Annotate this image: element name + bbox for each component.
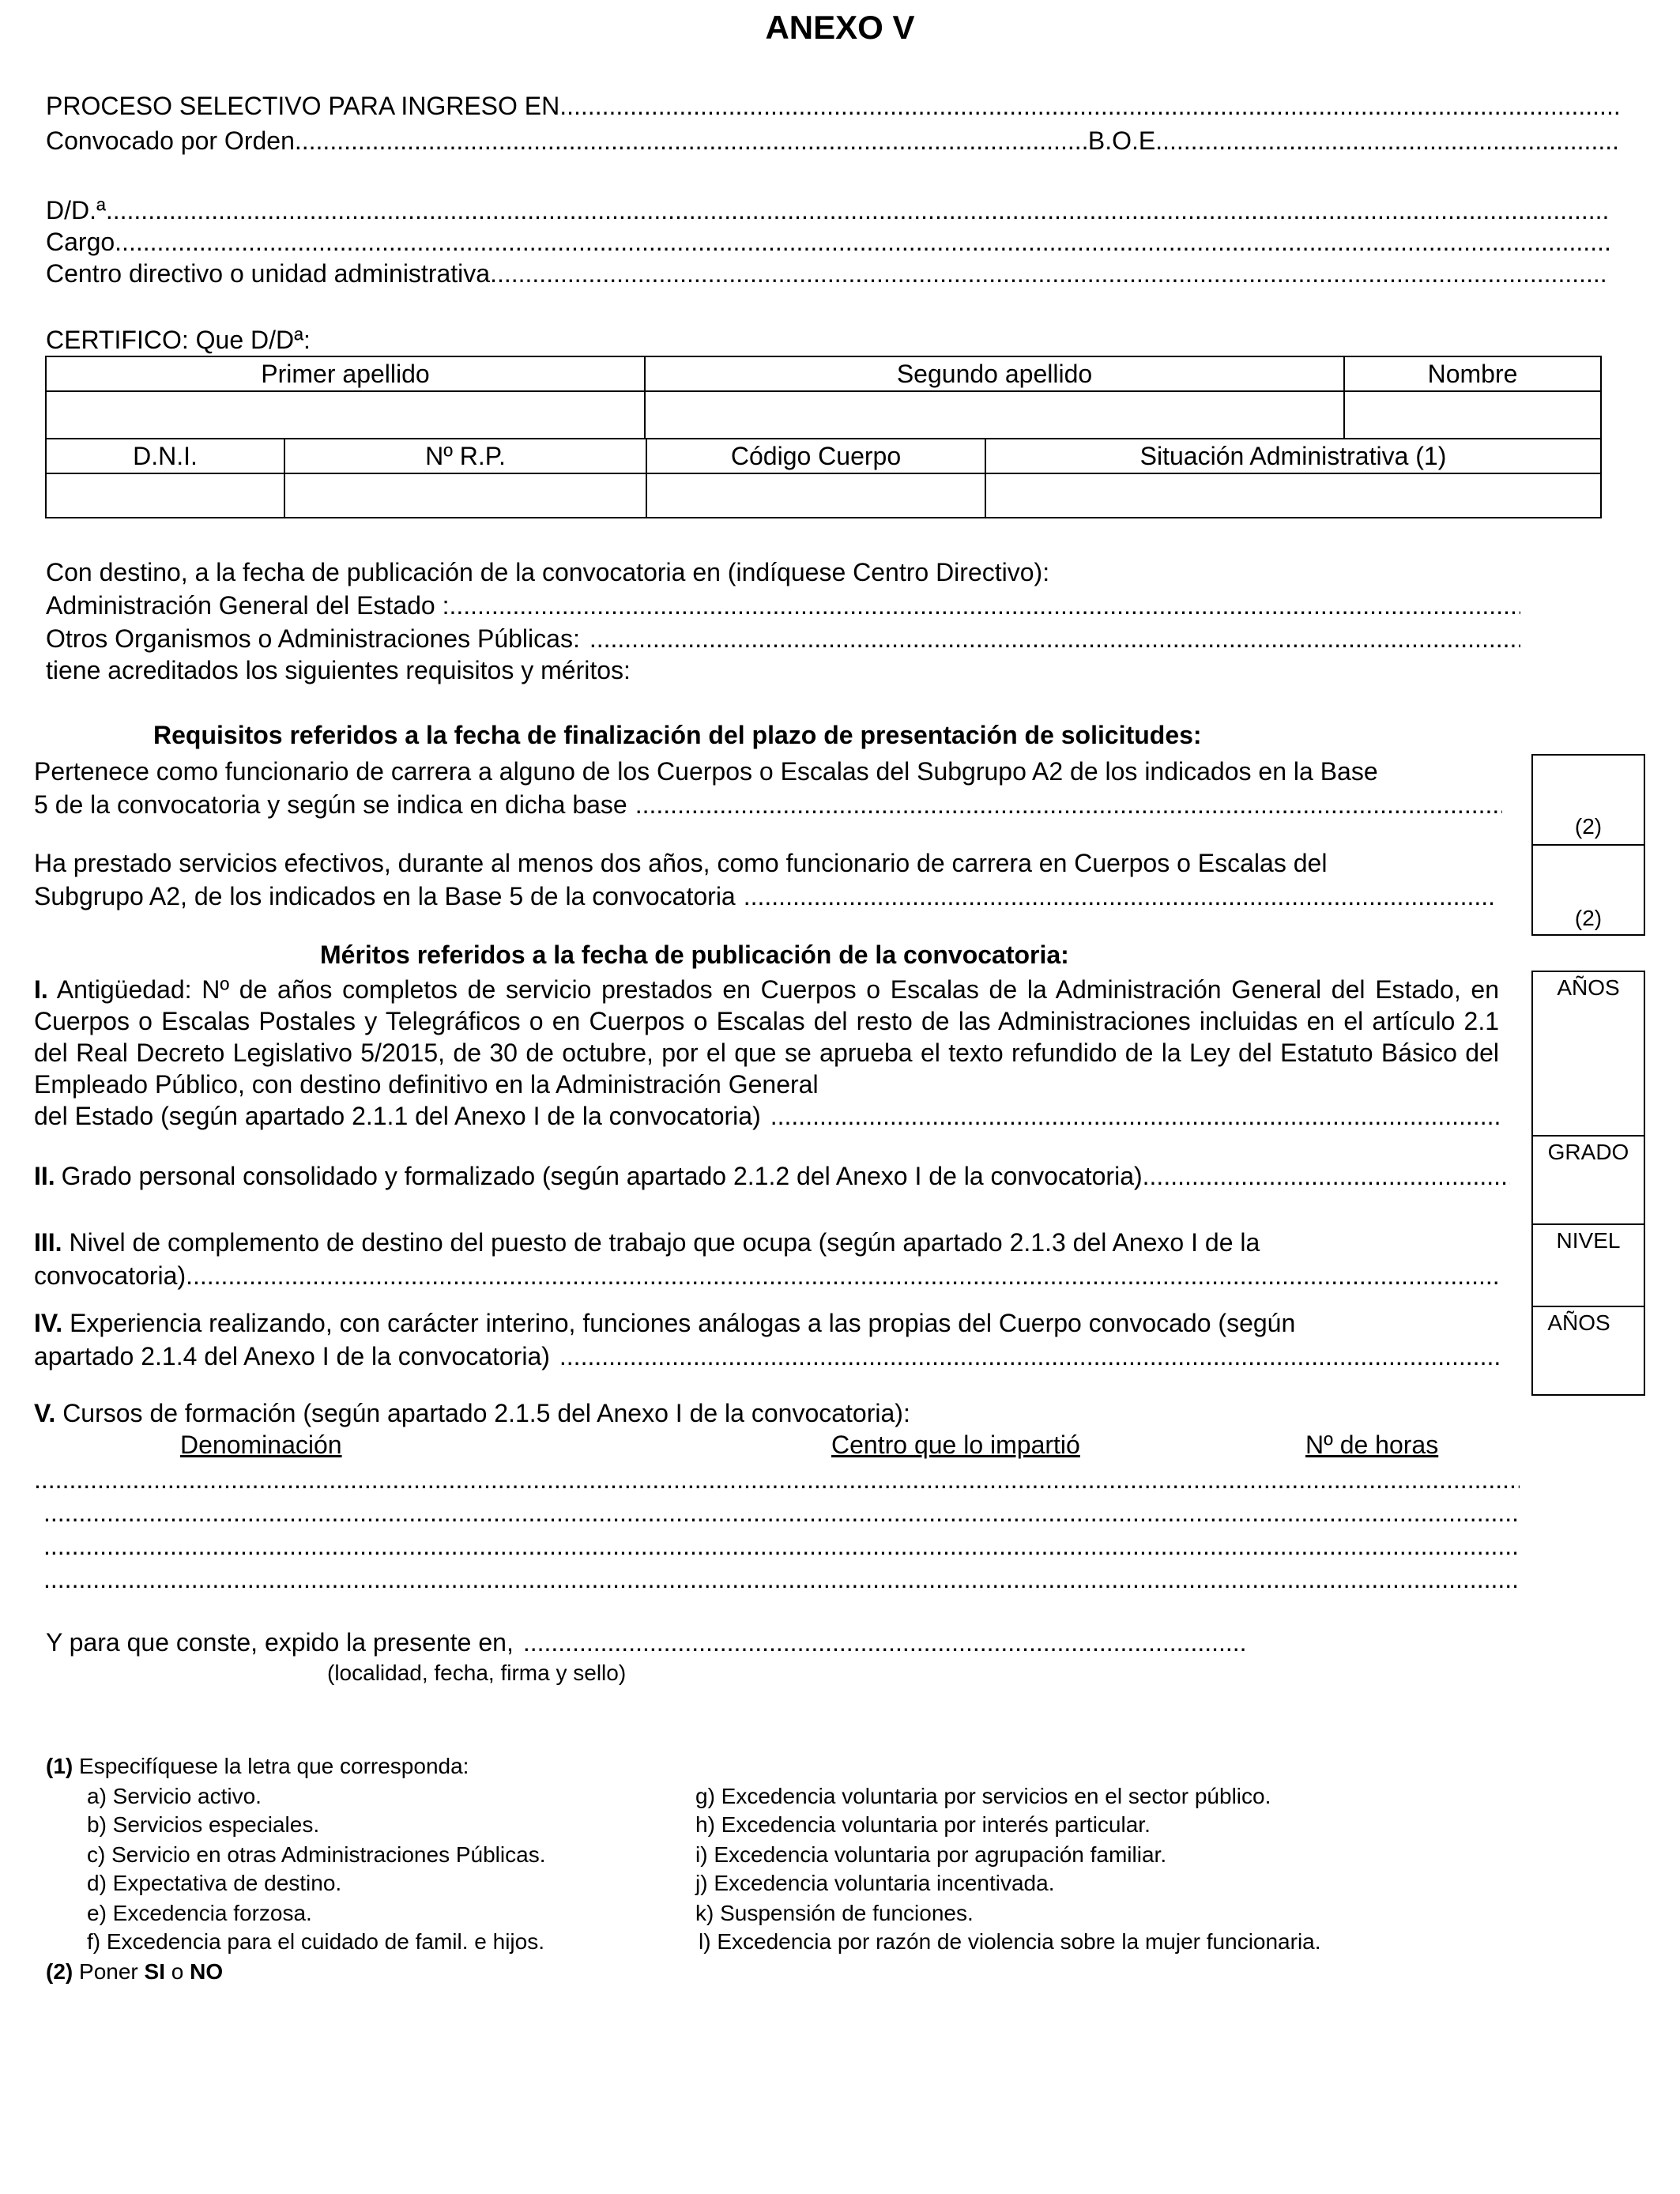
merito-V-number: V. (34, 1399, 56, 1427)
cargo-field[interactable] (115, 226, 1609, 258)
note-left-a: a) Servicio activo. (87, 1784, 262, 1808)
dd-label: D/D.ª (46, 196, 106, 224)
personal-table-names (45, 356, 1602, 439)
merito-III-line2 (34, 1260, 1499, 1291)
merito-II-number: II. (34, 1162, 55, 1190)
merito-IV-line1 (34, 1307, 1295, 1339)
personal-table-admin (45, 438, 1602, 518)
centro-label: Centro directivo o unidad administrativa (46, 259, 491, 288)
merito-IV-text: Experiencia realizando, con carácter interino, funciones análogas a las propias del Cuerpo convocado (según (70, 1309, 1296, 1337)
box-label-nivel: NIVEL (1556, 1228, 1621, 1253)
closing-subtext: (localidad, fecha, firma y sello) (327, 1661, 627, 1685)
curso-row-2[interactable] (43, 1497, 1520, 1529)
box-label-anos-1: AÑOS (1557, 975, 1620, 1000)
dd-field[interactable] (106, 194, 1609, 226)
merito-V-text: Cursos de formación (según apartado 2.1.5 del Anexo I de la convocatoria): (62, 1399, 910, 1427)
header-dni: D.N.I. (46, 439, 284, 473)
orden-field[interactable] (295, 125, 1088, 156)
meritos-heading: Méritos referidos a la fecha de publicación de la convocatoria: (320, 941, 1069, 969)
boe-field[interactable] (1162, 125, 1620, 156)
note-right-i: i) Excedencia voluntaria por agrupación familiar. (695, 1842, 1167, 1867)
box-label-grado: GRADO (1547, 1140, 1629, 1164)
header-segundo-apellido: Segundo apellido (645, 356, 1344, 391)
note-right-g: g) Excedencia voluntaria por servicios en el sector público. (695, 1784, 1271, 1808)
requisito-2-dots (744, 880, 1493, 912)
box-label-anos-2: AÑOS (1547, 1310, 1610, 1335)
page-title: ANEXO V (765, 9, 915, 46)
note-left-d: d) Expectativa de destino. (87, 1871, 342, 1895)
header-primer-apellido: Primer apellido (46, 356, 645, 391)
note-1-heading (46, 1753, 469, 1780)
otros-label: Otros Organismos o Administraciones Públicas: (46, 624, 580, 653)
antiguedad-anos-field[interactable] (1533, 1002, 1644, 1133)
merito-III-dots (186, 1260, 1499, 1291)
grado-field[interactable] (1533, 1167, 1644, 1222)
dd-line (46, 194, 1609, 226)
nivel-field[interactable] (1533, 1255, 1644, 1304)
col-centro: Centro que lo impartió (831, 1431, 1080, 1459)
destino-intro: Con destino, a la fecha de publicación de la convocatoria en (indíquese Centro Directivo): (46, 558, 1050, 586)
note-2-no: NO (190, 1959, 224, 1984)
note-2 (46, 1958, 223, 1985)
meritos-box-divider-2 (1531, 1223, 1645, 1225)
curso-row-3[interactable] (43, 1530, 1520, 1562)
merito-IV-text2: apartado 2.1.4 del Anexo I de la convocatoria) (34, 1342, 550, 1370)
primer-apellido-field[interactable] (46, 391, 645, 439)
requisitos-heading: Requisitos referidos a la fecha de finalización del plazo de presentación de solicitudes: (153, 721, 1202, 749)
note-left-e: e) Excedencia forzosa. (87, 1901, 312, 1925)
lugar-fecha-field[interactable] (523, 1627, 1247, 1658)
situacion-administrativa-field[interactable] (985, 473, 1601, 518)
header-nombre: Nombre (1344, 356, 1601, 391)
note-1-text: Especifíquese la letra que corresponda: (79, 1754, 469, 1778)
centro-field[interactable] (490, 258, 1609, 289)
note-2-number: (2) (46, 1959, 73, 1984)
dni-field[interactable] (46, 473, 284, 518)
requisito-1-text: 5 de la convocatoria y según se indica en dicha base (34, 790, 627, 819)
requisito-2-note: (2) (1574, 906, 1603, 930)
merito-I-last-line (34, 1100, 1499, 1132)
note-right-l: l) Excedencia por razón de violencia sobre la mujer funcionaria. (699, 1929, 1321, 1954)
merito-V-line (34, 1397, 910, 1429)
merito-I-body: Antigüedad: Nº de años completos de servicio prestados en Cuerpos o Escalas de la Administración General del Estado, en Cuerpos o Escalas Postales y Telegráficos o en Cuerpos o Escalas del resto de las Administraciones incluidas en el artículo 2.1 del Real Decreto Legislativo 5/2015, de 30 de octubre, por el que se aprueba el texto refundido de la Ley del Estatuto Básico del Empleado Público, con destino definitivo en la Administración General (34, 975, 1499, 1099)
closing-line (46, 1627, 1247, 1658)
age-label: Administración General del Estado : (46, 591, 450, 620)
convocado-line (46, 125, 1620, 156)
note-1-number: (1) (46, 1754, 73, 1778)
note-right-h: h) Excedencia voluntaria por interés particular. (695, 1812, 1151, 1837)
closing-text: Y para que conste, expido la presente en, (46, 1628, 514, 1657)
requisito-1-line2 (34, 789, 1502, 820)
merito-II-dots (1143, 1160, 1510, 1192)
nombre-field[interactable] (1344, 391, 1601, 439)
merito-IV-line2 (34, 1340, 1499, 1372)
requisito-1-note: (2) (1574, 814, 1603, 839)
note-2-pre: Poner (79, 1959, 138, 1984)
note-left-c: c) Servicio en otras Administraciones Públicas. (87, 1842, 546, 1867)
merito-III-line1 (34, 1227, 1260, 1258)
requisito-1-dots (635, 789, 1502, 820)
proceso-field[interactable] (559, 90, 1620, 122)
header-situacion-administrativa: Situación Administrativa (1) (985, 439, 1601, 473)
age-field[interactable] (449, 590, 1520, 621)
note-left-f: f) Excedencia para el cuidado de famil. e hijos. (87, 1929, 544, 1954)
convocado-label: Convocado por Orden (46, 126, 295, 155)
otros-line (46, 623, 1520, 654)
merito-I-text (34, 974, 1499, 1100)
proceso-line (46, 90, 1620, 122)
certifico-label: CERTIFICO: Que D/Dª: (46, 326, 311, 354)
boe-label: B.O.E. (1087, 126, 1163, 155)
proceso-label: PROCESO SELECTIVO PARA INGRESO EN (46, 92, 560, 120)
requisito-2-line2 (34, 880, 1493, 912)
requisitos-intro: tiene acreditados los siguientes requisitos y méritos: (46, 656, 631, 684)
merito-IV-dots (559, 1340, 1499, 1372)
age-line (46, 590, 1520, 621)
nrp-field[interactable] (284, 473, 646, 518)
merito-I-number: I. (34, 975, 48, 1004)
cargo-line (46, 226, 1609, 258)
note-right-k: k) Suspensión de funciones. (695, 1901, 974, 1925)
curso-row-4[interactable] (43, 1563, 1520, 1595)
merito-III-text2: convocatoria) (34, 1261, 186, 1290)
cargo-label: Cargo (46, 228, 115, 256)
col-denominacion: Denominación (180, 1431, 342, 1459)
merito-IV-number: IV. (34, 1309, 63, 1337)
merito-II-text: Grado personal consolidado y formalizado (según apartado 2.1.2 del Anexo I de la convocatoria) (61, 1162, 1143, 1190)
header-nrp: Nº R.P. (284, 439, 646, 473)
centro-line (46, 258, 1609, 289)
note-2-o: o (171, 1959, 184, 1984)
note-left-b: b) Servicios especiales. (87, 1812, 320, 1837)
experiencia-anos-field[interactable] (1533, 1337, 1644, 1394)
requisito-1-line1: Pertenece como funcionario de carrera a alguno de los Cuerpos o Escalas del Subgrupo A2 de los indicados en la Base (34, 757, 1378, 786)
note-2-si: SI (144, 1959, 165, 1984)
merito-I-dots (770, 1100, 1499, 1132)
segundo-apellido-field[interactable] (645, 391, 1344, 439)
note-right-j: j) Excedencia voluntaria incentivada. (695, 1871, 1055, 1895)
otros-field[interactable] (590, 623, 1520, 654)
merito-II-line (34, 1160, 1510, 1192)
requisito-2-line1: Ha prestado servicios efectivos, durante al menos dos años, como funcionario de carrera en Cuerpos o Escalas del (34, 849, 1328, 877)
curso-row-1[interactable] (34, 1464, 1520, 1495)
requisito-2-text: Subgrupo A2, de los indicados en la Base 5 de la convocatoria (34, 882, 736, 910)
meritos-box-divider-3 (1531, 1306, 1645, 1307)
merito-III-text: Nivel de complemento de destino del puesto de trabajo que ocupa (según apartado 2.1.3 del Anexo I de la (69, 1228, 1260, 1257)
col-horas: Nº de horas (1305, 1431, 1439, 1459)
header-codigo-cuerpo: Código Cuerpo (646, 439, 985, 473)
codigo-cuerpo-field[interactable] (646, 473, 985, 518)
merito-I-last: del Estado (según apartado 2.1.1 del Anexo I de la convocatoria) (34, 1102, 761, 1130)
meritos-box-divider-1 (1531, 1135, 1645, 1137)
merito-III-number: III. (34, 1228, 62, 1257)
